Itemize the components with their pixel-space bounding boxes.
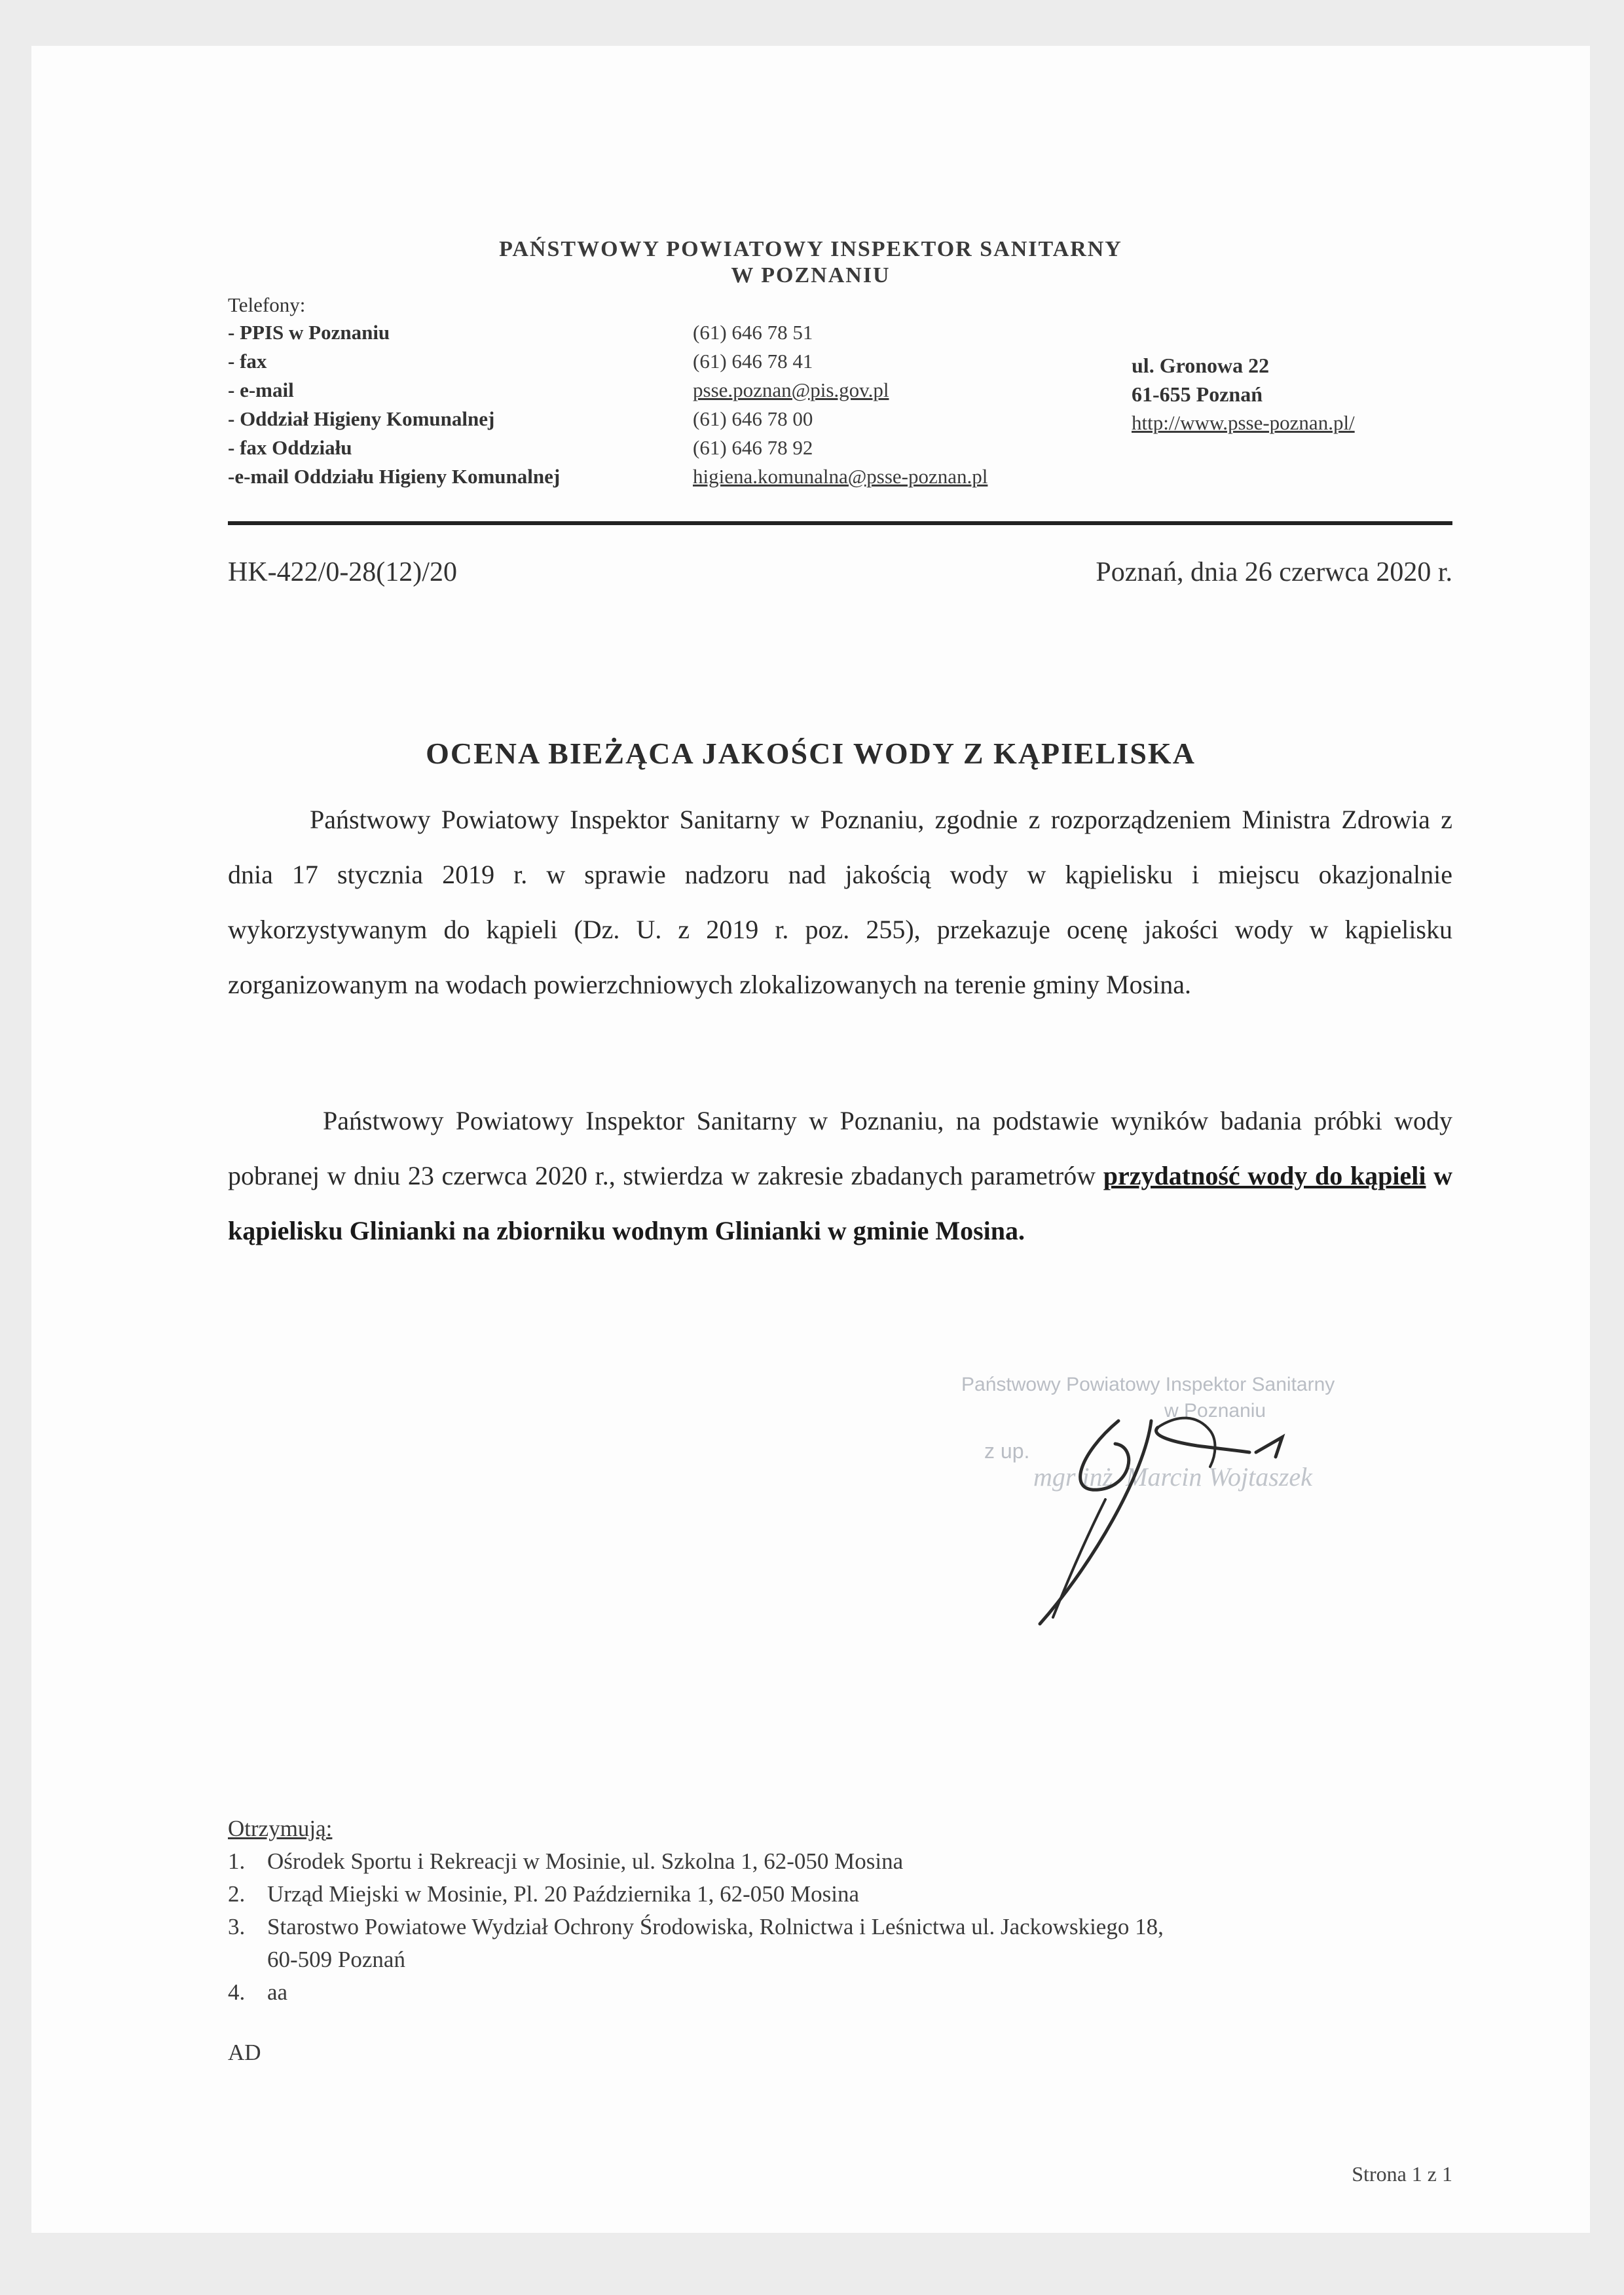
- contact-value-fax-ohk: (61) 646 78 92: [693, 436, 813, 459]
- contact-label-email-ohk: -e-mail Oddziału Higieny Komunalnej: [228, 465, 561, 488]
- contact-label-ppis: - PPIS w Poznaniu: [228, 321, 390, 344]
- paragraph-2-rest: w kąpielisku Glinianki na zbiorniku wodnym Glinianki w gminie Mosina.: [228, 1161, 1452, 1245]
- recipient-1: 1. Ośrodek Sportu i Rekreacji w Mosinie, ul. Szkolna 1, 62-050 Mosina: [228, 1848, 904, 1874]
- author-initials: AD: [228, 2040, 261, 2065]
- address-city: 61-655 Poznań: [1132, 382, 1263, 406]
- paragraph-2: [228, 1093, 1452, 1258]
- stamp-line1: Państwowy Powiatowy Inspektor Sanitarny: [961, 1374, 1335, 1395]
- stamp-zup: z up.: [984, 1439, 1030, 1463]
- paragraph-1: Państwowy Powiatowy Inspektor Sanitarny w Poznaniu, zgodnie z rozporządzeniem Ministra Zdrowia z dnia 17 stycznia 2019 r. w sprawie nadzoru nad jakością wody w kąpielisku i miejscu okazjonalnie wykorzystywanym do kąpieli (Dz. U. z 2019 r. poz. 255), przekazuje ocenę jakości wody w kąpielisku zorganizowanym na wodach powierzchniowych zlokalizowanych na terenie gminy Mosina.: [228, 805, 1452, 999]
- header-separator: [228, 521, 1452, 525]
- contact-value-ppis: (61) 646 78 51: [693, 321, 813, 344]
- authority-title-line2: W POZNANIU: [731, 263, 891, 287]
- document-title: OCENA BIEŻĄCA JAKOŚCI WODY Z KĄPIELISKA: [426, 737, 1196, 770]
- contact-value-email-ohk-link[interactable]: higiena.komunalna@psse-poznan.pl: [693, 465, 988, 488]
- verdict-text: przydatność wody do kąpieli: [1103, 1161, 1426, 1190]
- date-line: Poznań, dnia 26 czerwca 2020 r.: [1096, 557, 1452, 587]
- recipient-3-cont: 60-509 Poznań: [267, 1947, 405, 1972]
- stamp-name: mgr inż. Marcin Wojtaszek: [1033, 1462, 1312, 1492]
- recipient-4: 4. aa: [228, 1979, 288, 2005]
- contact-label-ohk: - Oddział Higieny Komunalnej: [228, 407, 495, 430]
- contact-value-fax: (61) 646 78 41: [693, 350, 813, 373]
- address-url-link[interactable]: http://www.psse-poznan.pl/: [1132, 411, 1355, 434]
- authority-title-line1: PAŃSTWOWY POWIATOWY INSPEKTOR SANITARNY: [499, 237, 1122, 261]
- reference-number: HK-422/0-28(12)/20: [228, 557, 457, 587]
- paragraph-2-intro: Państwowy Powiatowy Inspektor Sanitarny w Poznaniu, na podstawie wyników badania próbki wody pobranej w dniu 23 czerwca 2020 r., stwierdza w zakresie zbadanych parametrów: [228, 1106, 1452, 1190]
- address-street: ul. Gronowa 22: [1132, 354, 1270, 377]
- handwritten-signature: [1001, 1395, 1420, 1643]
- recipient-2: 2. Urząd Miejski w Mosinie, Pl. 20 Października 1, 62-050 Mosina: [228, 1881, 860, 1907]
- recipient-3: 3. Starostwo Powiatowe Wydział Ochrony Środowiska, Rolnictwa i Leśnictwa ul. Jackowskiego 18,: [228, 1914, 1164, 1939]
- stamp-line2: w Poznaniu: [1164, 1400, 1266, 1422]
- document-page: [31, 46, 1590, 2233]
- contact-label-fax: - fax: [228, 350, 267, 373]
- contact-label-fax-ohk: - fax Oddziału: [228, 436, 352, 459]
- page-number: Strona 1 z 1: [1352, 2162, 1452, 2186]
- contact-value-email-link[interactable]: psse.poznan@pis.gov.pl: [693, 378, 889, 401]
- contact-value-ohk: (61) 646 78 00: [693, 407, 813, 430]
- contact-label-email: - e-mail: [228, 378, 294, 401]
- recipients-label: Otrzymują:: [228, 1816, 333, 1841]
- phones-label: Telefony:: [228, 293, 306, 316]
